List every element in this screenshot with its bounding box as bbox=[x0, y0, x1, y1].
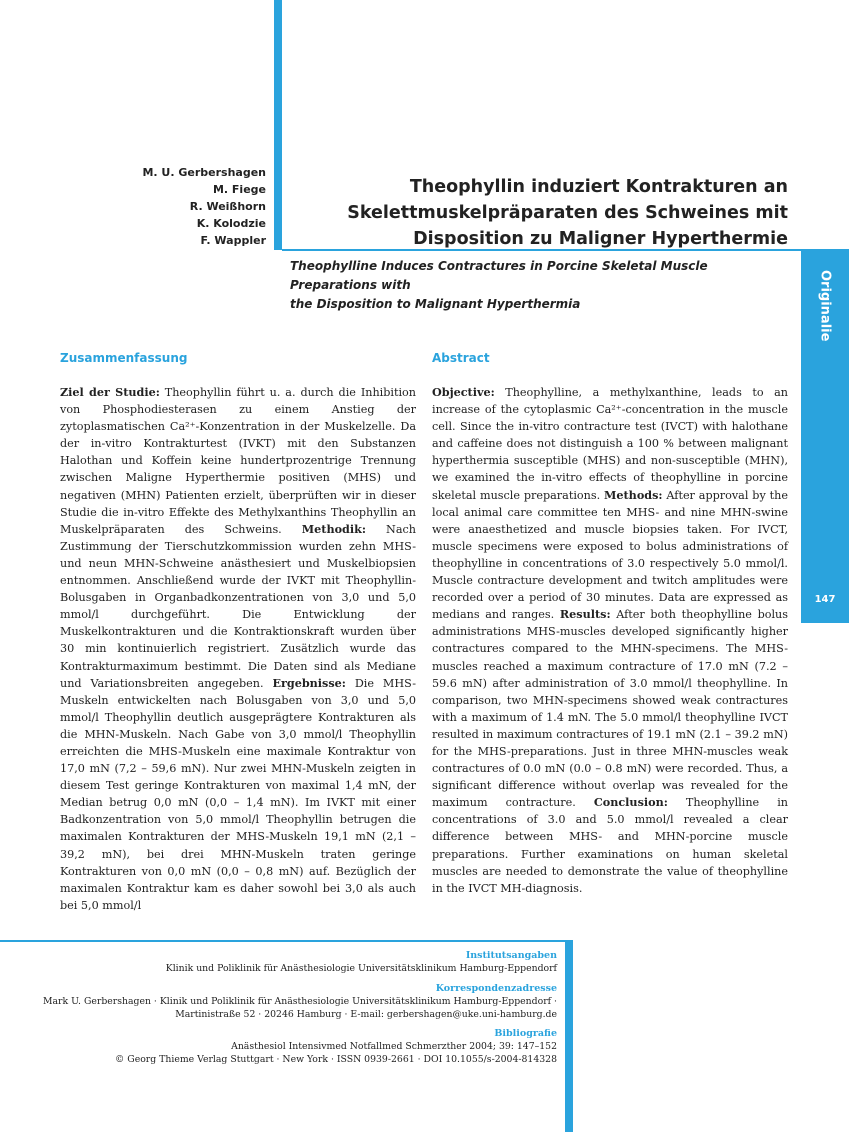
paragraph-label: Ergebnisse: bbox=[272, 675, 346, 690]
author-name: M. Fiege bbox=[212, 183, 266, 196]
institution-text: Klinik und Poliklinik für Anästhesiologie Universitätsklinikum Hamburg-Eppendorf bbox=[165, 963, 557, 974]
footer-accent-bar bbox=[565, 940, 573, 1132]
paragraph-text: Theophylline, a methylxanthine, leads to an increase of the cytoplasmic Ca²⁺-concentration in the muscle cell. Since the in-vitro contracture test (IVCT) with halothane and caffeine does not distinguish a 100 % between malignant hyperthermia susceptible (MHS) and non-susceptible (MHN), we examined the in-vitro effects of theophylline in porcine skeletal muscle preparations. bbox=[432, 386, 788, 502]
author-name: K. Kolodzie bbox=[196, 217, 266, 230]
paragraph-label: Methods: bbox=[604, 487, 663, 502]
author-name: R. Weißhorn bbox=[189, 200, 266, 213]
title-german-line: Theophyllin induziert Kontrakturen an bbox=[409, 177, 788, 197]
author-name: M. U. Gerbershagen bbox=[142, 166, 266, 179]
bibliography-block bbox=[20, 1027, 557, 1066]
paragraph-text: After both theophylline bolus administrations MHS-muscles developed significantly higher contractures compared to the MHN-specimens. The MHS-muscles reached a maximum contracture of 17.0 mN (7.2 – 59.6 mN) after administration of 3.0 mmol/l theophylline. In comparison, two MHN-specimens showed weak contractures with a maximum of 1.4 mN. The 5.0 mmol/l theophylline IVCT resulted in maximum contractures of 19.1 mN (2.1 – 39.2 mN) for the MHS-preparations. Just in three MHN-muscles weak contractures of 0.0 mN (0.0 – 0.8 mN) were recorded. Thus, a significant difference without overlap was revealed for the maximum contracture. bbox=[432, 608, 788, 810]
paragraph-label: Conclusion: bbox=[593, 795, 668, 810]
paragraph-text: Theophyllin führt u. a. durch die Inhibition von Phosphodiesterasen zu einem Anstieg der zytoplasmatischen Ca²⁺-Konzentration in der Muskelzelle. Da der in-vitro Kontrakturtest (IVKT) mit den Substanzen Halothan und Koffein keine hundertprozentrige Trennung zwischen Maligne Hyperthermie positiven (MHS) und negativen (MHN) Patienten erzielt, überprüften wir in dieser Studie die in-vitro Effekte des Methylxanthins Theophyllin an Muskelpräparaten des Schweins. bbox=[60, 386, 416, 536]
footer-rule bbox=[0, 940, 565, 942]
title-german-line: Disposition zu Maligner Hyperthermie bbox=[413, 229, 788, 249]
title-english bbox=[290, 257, 795, 314]
bibliography-line: Anästhesiol Intensivmed Notfallmed Schmerzther 2004; 39: 147–152 bbox=[231, 1041, 557, 1052]
paragraph-text: After approval by the local animal care committee ten MHS- and nine MHN-swine were anaesthetized and muscle biopsies taken. For IVCT, muscle specimens were exposed to bolus administrations of theophylline in concentrations of 3.0 respectively 5.0 mmol/l. Muscle contracture development and twitch amplitudes were recorded over a period of 30 minutes. Data are expressed as medians and ranges. bbox=[432, 488, 788, 622]
paragraph-text: Nach Zustimmung der Tierschutzkommission wurden zehn MHS- und neun MHN-Schweine anästhesiert und Muskelbiopsien entnommen. Anschließend wurde der IVKT mit Theophyllin-Bolusgaben in Organbadkonzentrationen von 3,0 und 5,0 mmol/l durchgeführt. Die Entwicklung der Muskelkontrakturen und die Kontraktionskraft wurden über 30 min kontinuierlich registriert. Zusätzlich wurde das Kontrakturmaximum bestimmt. Die Daten sind als Mediane und Variationsbreiten angegeben. bbox=[60, 522, 416, 690]
title-english-line: the Disposition to Malignant Hyperthermia bbox=[290, 297, 581, 311]
title-german bbox=[300, 174, 788, 252]
correspondence-line: Mark U. Gerbershagen · Klinik und Poliklinik für Anästhesiologie Universitätsklinikum Hamburg-Eppendorf · bbox=[42, 996, 557, 1007]
bibliography-heading: Bibliografie bbox=[494, 1028, 557, 1039]
institution-heading: Institutsangaben bbox=[465, 950, 557, 961]
paragraph-label: Objective: bbox=[432, 385, 495, 399]
zusammenfassung-heading: Zusammenfassung bbox=[60, 351, 188, 365]
correspondence-heading: Korrespondenzadresse bbox=[435, 983, 557, 994]
abstract-text bbox=[432, 384, 788, 897]
accent-bar-top bbox=[274, 0, 282, 250]
section-tab-label: Originalie bbox=[817, 270, 833, 342]
title-german-line: Skelettmuskelpräparaten des Schweines mit bbox=[347, 203, 788, 223]
paragraph-text: Theophylline in concentrations of 3.0 and 5.0 mmol/l revealed a clear difference between MHS- and MHN-porcine muscle preparations. Further examinations on human skeletal muscles are needed to demonstrate the value of theophylline in the IVCT MH-diagnosis. bbox=[432, 796, 788, 895]
paragraph-label: Ziel der Studie: bbox=[60, 385, 160, 399]
abstract-heading: Abstract bbox=[432, 351, 490, 365]
paragraph-label: Methodik: bbox=[301, 521, 367, 536]
page-number: 147 bbox=[814, 594, 836, 605]
correspondence-line: Martinistraße 52 · 20246 Hamburg · E-mail: gerbershagen@uke.uni-hamburg.de bbox=[175, 1009, 557, 1020]
paragraph-label: Results: bbox=[559, 607, 611, 622]
zusammenfassung-text bbox=[60, 384, 416, 914]
correspondence-block bbox=[20, 982, 557, 1021]
title-english-line: Theophylline Induces Contractures in Porcine Skeletal Muscle Preparations with bbox=[290, 259, 708, 292]
paragraph-text: Die MHS-Muskeln entwickelten nach Bolusgaben von 3,0 und 5,0 mmol/l Theophyllin deutlich ausgeprägtere Kontrakturen als die MHN-Muskeln. Nach Gabe von 3,0 mmol/l Theophyllin erreichten die MHS-Muskeln eine maximale Kontraktur von 17,0 mN (7,2 – 59,6 mN). Nur zwei MHN-Muskeln zeigten in diesem Test geringe Kontrakturen von maximal 1,4 mN, der Median betrug 0,0 mN (0,0 – 1,4 mN). Im IVKT mit einer Badkonzentration von 5,0 mmol/l Theophyllin betrugen die maximalen Kontrakturen der MHS-Muskeln 19,1 mN (2,1 – 39,2 mN), bei drei MHN-Muskeln traten geringe Kontrakturen von 0,0 mN (0,0 – 0,8 mN) auf. Bezüglich der maximalen Kontraktur kam es daher sowohl bei 3,0 als auch bei 5,0 mmol/l bbox=[60, 676, 416, 912]
institution-block bbox=[20, 949, 557, 975]
author-list bbox=[100, 164, 266, 249]
bibliography-line: © Georg Thieme Verlag Stuttgart · New York · ISSN 0939-2661 · DOI 10.1055/s-2004-814328 bbox=[115, 1054, 557, 1065]
author-name: F. Wappler bbox=[200, 234, 266, 247]
